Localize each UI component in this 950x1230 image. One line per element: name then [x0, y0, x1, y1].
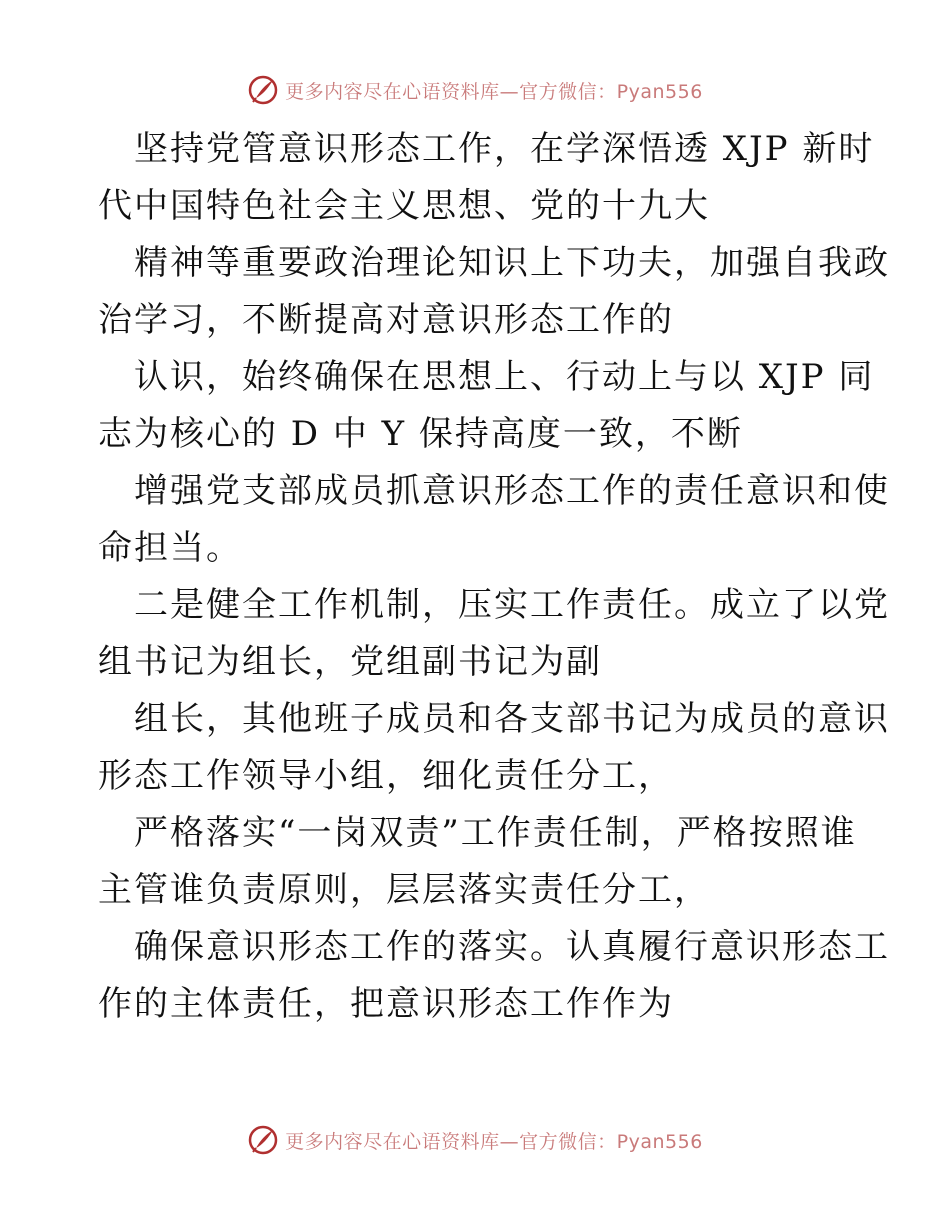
paragraph-line: 严格落实“一岗双责”工作责任制，严格按照谁	[134, 813, 857, 853]
footer-banner-text: 更多内容尽在心语资料库—官方微信：Pyan556	[285, 1130, 703, 1153]
paragraph-line: 确保意识形态工作的落实。认真履行意识形态工	[134, 927, 890, 967]
paragraph-line: 坚持党管意识形态工作，在学深悟透 XJP 新时	[134, 129, 875, 169]
header-banner	[0, 70, 950, 110]
footer-banner	[0, 1120, 950, 1160]
paragraph-line: 精神等重要政治理论知识上下功夫，加强自我政	[134, 243, 890, 283]
paragraph-line: 组书记为组长，党组副书记为副	[98, 642, 602, 682]
paragraph-line: 认识，始终确保在思想上、行动上与以 XJP 同	[134, 357, 875, 397]
paragraph-line: 主管谁负责原则，层层落实责任分工，	[98, 870, 710, 910]
paragraph-line: 作的主体责任，把意识形态工作作为	[98, 984, 674, 1024]
paragraph-line: 志为核心的 D 中 Y 保持高度一致，不断	[98, 414, 743, 454]
paragraph-line: 形态工作领导小组，细化责任分工，	[98, 756, 674, 796]
paragraph-line: 增强党支部成员抓意识形态工作的责任意识和使	[134, 471, 890, 511]
paragraph-line: 二是健全工作机制，压实工作责任。成立了以党	[134, 585, 890, 625]
paragraph-line: 组长，其他班子成员和各支部书记为成员的意识	[134, 699, 890, 739]
quill-circle-icon	[247, 1124, 279, 1156]
paragraph-line: 代中国特色社会主义思想、党的十九大	[98, 186, 710, 226]
document-body	[98, 121, 890, 1033]
paragraph-line: 命担当。	[98, 528, 242, 568]
paragraph-line: 治学习，不断提高对意识形态工作的	[98, 300, 674, 340]
header-banner-text: 更多内容尽在心语资料库—官方微信：Pyan556	[285, 80, 703, 103]
quill-circle-icon	[247, 74, 279, 106]
